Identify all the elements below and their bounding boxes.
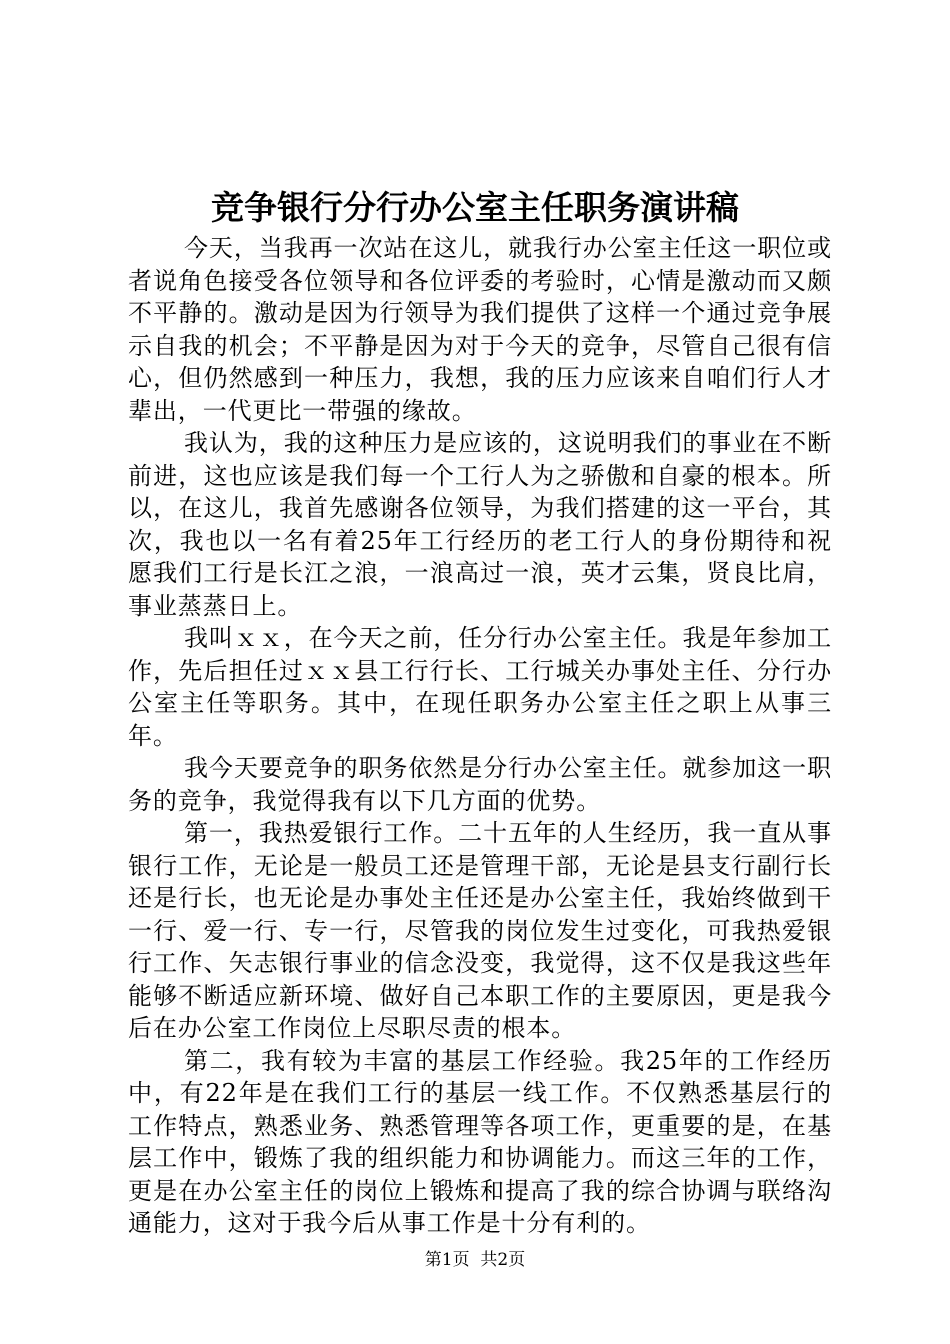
paragraph-4: 我今天要竞争的职务依然是分行办公室主任。就参加这一职务的竞争，我觉得我有以下几方面的优势。 <box>128 754 832 815</box>
paragraph-6: 第二，我有较为丰富的基层工作经验。我25年的工作经历中，有22年是在我们工行的基层一线工作。不仅熟悉基层行的工作特点，熟悉业务、熟悉管理等各项工作，更重要的是，在基层工作中，锻炼了我的组织能力和协调能力。而这三年的工作，更是在办公室主任的岗位上锻炼和提高了我的综合协调与联络沟通能力，这对于我今后从事工作是十分有利的。 <box>128 1046 832 1237</box>
page-number-footer: 第1页 共2页 <box>424 1250 526 1270</box>
paragraph-3: 我叫ｘｘ，在今天之前，任分行办公室主任。我是年参加工作，先后担任过ｘｘ县工行行长、工行城关办事处主任、分行办公室主任等职务。其中，在现任职务办公室主任之职上从事三年。 <box>128 624 832 750</box>
paragraph-1: 今天，当我再一次站在这儿，就我行办公室主任这一职位或者说角色接受各位领导和各位评委的考验时，心情是激动而又颇不平静的。激动是因为行领导为我们提供了这样一个通过竞争展示自我的机会；不平静是因为对于今天的竞争，尽管自己很有信心，但仍然感到一种压力，我想，我的压力应该来自咱们行人才辈出，一代更比一带强的缘故。 <box>128 234 832 425</box>
paragraph-5: 第一，我热爱银行工作。二十五年的人生经历，我一直从事银行工作，无论是一般员工还是管理干部，无论是县支行副行长还是行长，也无论是办事处主任还是办公室主任，我始终做到干一行、爱一行、专一行，尽管我的岗位发生过变化，可我热爱银行工作、矢志银行事业的信念没变，我觉得，这不仅是我这些年能够不断适应新环境、做好自己本职工作的主要原因，更是我今后在办公室工作岗位上尽职尽责的根本。 <box>128 819 832 1042</box>
paragraph-2: 我认为，我的这种压力是应该的，这说明我们的事业在不断前进，这也应该是我们每一个工行人为之骄傲和自豪的根本。所以，在这儿，我首先感谢各位领导，为我们搭建的这一平台，其次，我也以一名有着25年工行经历的老工行人的身份期待和祝愿我们工行是长江之浪，一浪高过一浪，英才云集，贤良比肩，事业蒸蒸日上。 <box>128 429 832 620</box>
document-title: 竞争银行分行办公室主任职务演讲稿 <box>211 188 739 227</box>
document-body <box>128 232 832 1240</box>
